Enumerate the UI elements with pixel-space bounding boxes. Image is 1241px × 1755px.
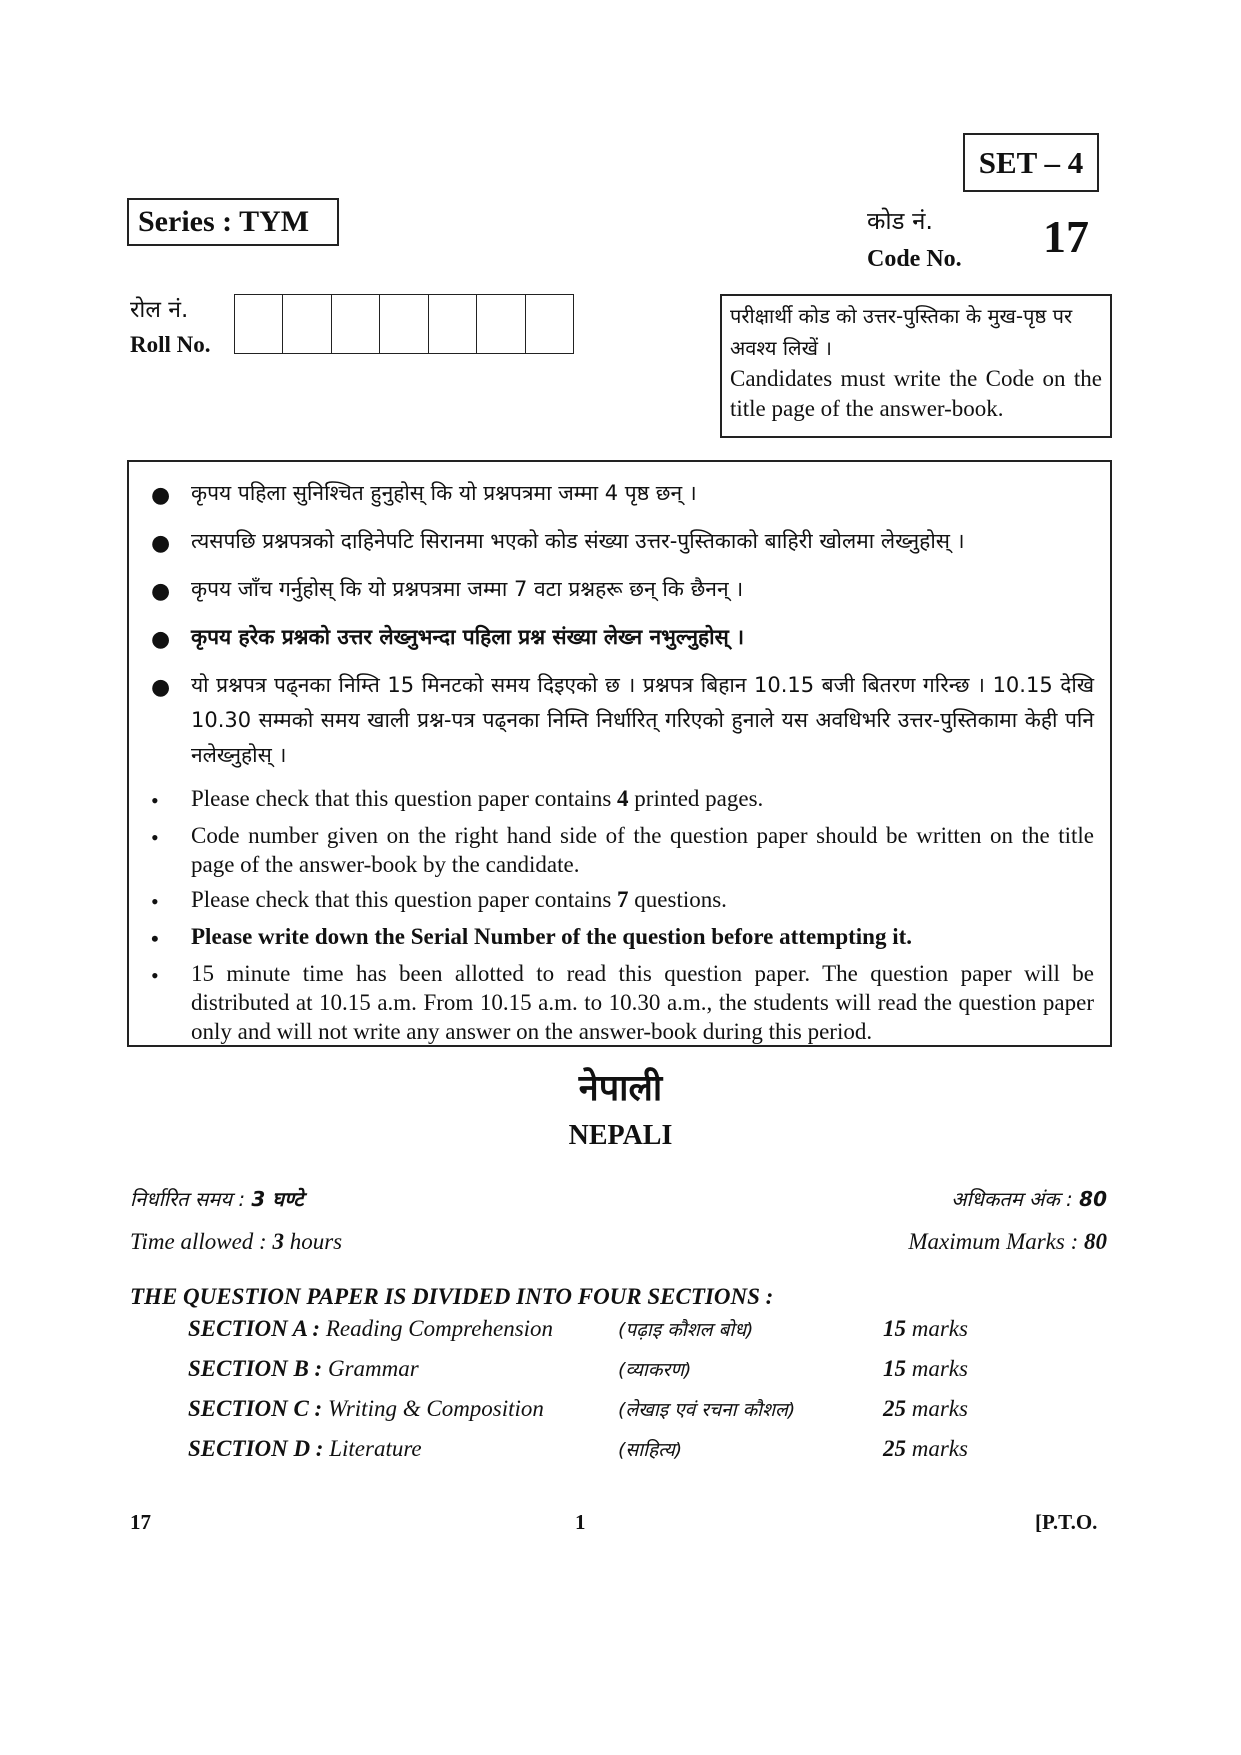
code-number: 17 — [1043, 211, 1089, 262]
bullet: ● — [151, 531, 171, 556]
roll-label-hindi: रोल नं. — [130, 297, 189, 323]
section-label: SECTION D : Literature — [188, 1436, 422, 1461]
instruction-text: कृपय हरेक प्रश्नको उत्तर लेख्नुभन्दा पहिला प्रश्न संख्या लेख्न नभुल्नुहोस् । — [191, 625, 745, 649]
instruction-english-5 — [151, 959, 1094, 1046]
instruction-text: 15 minute time has been allotted to read this question paper. The question paper will be distributed at 10.15 a.m. From 10.15 a.m. to 10.30 a.m., the students will read the question paper only and will not write any answer on the answer-book during this period. — [191, 961, 1094, 1044]
instruction-text: त्यसपछि प्रश्नपत्रको दाहिनेपटि सिरानमा भएको कोड संख्या उत्तर-पुस्तिकाको बाहिरी खोलमा लेख्नुहोस् । — [191, 529, 965, 553]
notice-english: Candidates must write the Code on the title page of the answer-book. — [730, 366, 1102, 421]
set-number-box: SET – 4 — [963, 133, 1099, 192]
instruction-nepali-5 — [151, 668, 1094, 773]
code-notice-box — [720, 294, 1112, 438]
section-row-d — [188, 1436, 1088, 1470]
bullet: • — [151, 788, 159, 813]
subject-title-hindi: नेपाली — [578, 1068, 663, 1109]
section-hindi: (पढ़ाइ कौशल बोध) — [618, 1319, 754, 1341]
section-marks: 15 marks — [883, 1316, 968, 1341]
instruction-english-4 — [151, 922, 1094, 953]
instruction-nepali-1 — [151, 476, 1094, 513]
section-row-c — [188, 1396, 1088, 1430]
instruction-text: कृपय पहिला सुनिश्चित हुनुहोस् कि यो प्रश्नपत्रमा जम्मा 4 पृष्ठ छन् । — [191, 481, 697, 505]
bullet: • — [151, 889, 159, 914]
roll-digit-box[interactable] — [235, 295, 283, 353]
roll-digit-box[interactable] — [380, 295, 428, 353]
roll-digit-box[interactable] — [429, 295, 477, 353]
roll-digit-box[interactable] — [283, 295, 331, 353]
section-hindi: (साहित्य) — [618, 1439, 683, 1461]
instruction-text: Please write down the Serial Number of the question before attempting it. — [191, 924, 913, 949]
instruction-text: कृपय जाँच गर्नुहोस् कि यो प्रश्नपत्रमा जम्मा 7 वटा प्रश्नहरू छन् कि छैनन् । — [191, 577, 744, 601]
bullet: ● — [151, 627, 171, 652]
footer-code: 17 — [130, 1510, 151, 1534]
section-marks: 25 marks — [883, 1436, 968, 1461]
footer-page-number: 1 — [575, 1510, 586, 1534]
roll-digit-box[interactable] — [332, 295, 380, 353]
section-marks: 25 marks — [883, 1396, 968, 1421]
section-marks: 15 marks — [883, 1356, 968, 1381]
maximum-marks-hindi: अधिकतम अंक : 80 — [951, 1187, 1107, 1211]
section-label: SECTION C : Writing & Composition — [188, 1396, 544, 1421]
bullet: ● — [151, 483, 171, 508]
instruction-nepali-2 — [151, 524, 1094, 561]
footer-pto[interactable]: [P.T.O. — [1035, 1510, 1098, 1534]
instruction-text: Please check that this question paper contains 4 printed pages. — [191, 786, 764, 811]
subject-title-english: NEPALI — [568, 1120, 673, 1151]
bullet: ● — [151, 579, 171, 604]
bullet: • — [151, 926, 159, 951]
instructions-box — [127, 460, 1112, 1047]
instruction-english-3 — [151, 885, 1094, 916]
maximum-marks-english: Maximum Marks : 80 — [908, 1229, 1107, 1254]
roll-label-english: Roll No. — [130, 332, 211, 357]
code-label-english: Code No. — [867, 246, 962, 272]
instruction-text: यो प्रश्नपत्र पढ्नका निम्ति 15 मिनटको समय दिइएको छ । प्रश्नपत्र बिहान 10.15 बजी बितरण गरिन्छ । 10.15 देखि 10.30 सम्मको समय खाली प्रश्न-पत्र पढ्नका निम्ति निर्धारित् गरिएको हुनाले यस अवधिभरि उत्तर-पुस्तिकामा केही पनि नलेख्नुहोस् । — [191, 673, 1094, 767]
section-label: SECTION B : Grammar — [188, 1356, 419, 1381]
roll-number-grid[interactable] — [234, 294, 574, 354]
section-row-b — [188, 1356, 1088, 1390]
bullet: • — [151, 963, 159, 988]
section-hindi: (लेखाइ एवं रचना कौशल) — [618, 1399, 796, 1421]
instruction-nepali-3 — [151, 572, 1094, 609]
sections-heading: THE QUESTION PAPER IS DIVIDED INTO FOUR SECTIONS : — [130, 1284, 774, 1309]
bullet: • — [151, 825, 159, 850]
section-label: SECTION A : Reading Comprehension — [188, 1316, 554, 1341]
roll-digit-box[interactable] — [526, 295, 573, 353]
instruction-text: Please check that this question paper contains 7 questions. — [191, 887, 727, 912]
instruction-english-2 — [151, 821, 1094, 879]
instruction-text: Code number given on the right hand side of the question paper should be written on the title page of the answer-book by the candidate. — [191, 823, 1094, 877]
notice-hindi: परीक्षार्थी कोड को उत्तर-पुस्तिका के मुख-पृष्ठ पर अवश्य लिखें । — [730, 304, 1073, 360]
instruction-english-1 — [151, 784, 1094, 815]
section-hindi: (व्याकरण) — [618, 1359, 692, 1381]
time-allowed-hindi: निर्धारित समय : 3 घण्टे — [130, 1187, 304, 1211]
code-label-hindi: कोड नं. — [867, 207, 934, 235]
series-box: Series : TYM — [127, 198, 339, 246]
instruction-nepali-4 — [151, 620, 1094, 657]
time-allowed-english: Time allowed : 3 hours — [130, 1229, 343, 1254]
roll-digit-box[interactable] — [477, 295, 525, 353]
bullet: ● — [151, 675, 171, 700]
section-row-a — [188, 1316, 1088, 1350]
